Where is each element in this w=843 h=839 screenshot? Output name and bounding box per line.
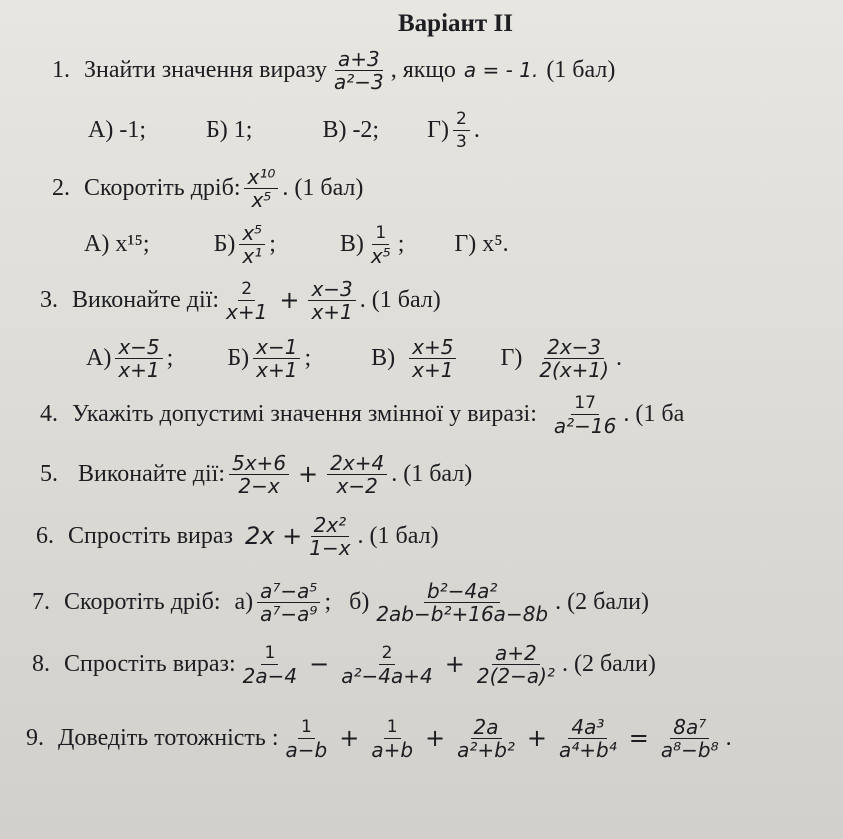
task-5 — [40, 444, 472, 504]
task-text: Спростіть вираз — [68, 522, 233, 549]
points: (1 бал) — [546, 56, 616, 83]
task-4 — [40, 384, 684, 444]
denominator: a⁷−a⁹ — [260, 601, 318, 626]
fraction — [327, 450, 387, 498]
points: . (1 ба — [623, 400, 685, 427]
denominator: x+1 — [118, 357, 160, 382]
task-number: 4. — [40, 400, 58, 427]
answer-d: Г) x⁵. — [454, 230, 509, 257]
numerator: 2 — [379, 643, 396, 665]
numerator: 2a — [471, 717, 502, 739]
denominator: x+1 — [311, 299, 353, 324]
fraction — [244, 164, 278, 212]
points: . (1 бал) — [357, 522, 439, 549]
task-1 — [52, 40, 615, 100]
numerator: 1 — [298, 717, 315, 739]
denominator: 2(x+1) — [539, 357, 609, 382]
fraction — [240, 643, 300, 686]
answer-tail: ; — [397, 230, 405, 257]
denominator: x+1 — [226, 299, 268, 324]
points: . (2 бали) — [555, 588, 650, 615]
part-a-label: а) — [234, 588, 254, 615]
denominator: x+1 — [412, 357, 454, 382]
denominator: 2ab−b²+16a−8b — [376, 601, 549, 626]
fraction — [283, 717, 331, 760]
task-8 — [32, 634, 656, 694]
fraction — [368, 223, 394, 266]
denominator: x⁵ — [370, 243, 391, 268]
plus-operator: + — [526, 724, 548, 752]
numerator: a⁷−a⁵ — [257, 581, 320, 603]
denominator: 2a−4 — [242, 663, 298, 688]
points: . (1 бал) — [391, 460, 473, 487]
answer-c: В) — [371, 344, 396, 371]
numerator: x⁵ — [239, 223, 265, 245]
task-text: Знайти значення виразу — [84, 56, 327, 83]
numerator: 2x+4 — [327, 453, 387, 475]
numerator: 8a⁷ — [670, 717, 709, 739]
numerator: b²−4a² — [424, 581, 500, 603]
fraction — [536, 334, 612, 382]
denominator: a⁴+b⁴ — [559, 737, 617, 762]
answer-tail: ; — [324, 588, 332, 615]
numerator: 2 — [453, 109, 470, 131]
answer-tail: ; — [166, 344, 174, 371]
numerator: 2x−3 — [544, 337, 604, 359]
numerator: x−1 — [253, 337, 300, 359]
numerator: 5x+6 — [229, 453, 289, 475]
task-text: Скоротіть дріб: — [84, 174, 241, 201]
minus-operator: − — [309, 650, 330, 678]
numerator: a+3 — [335, 49, 383, 71]
task-number: 3. — [40, 286, 58, 313]
fraction — [229, 450, 289, 498]
task-text: Виконайте дії: — [72, 286, 219, 313]
numerator: x−5 — [115, 337, 162, 359]
fraction — [373, 578, 551, 626]
answer-tail: . — [725, 724, 732, 751]
denominator: a⁸−b⁸ — [660, 737, 719, 762]
fraction — [306, 512, 353, 560]
fraction — [338, 643, 436, 686]
fraction — [115, 334, 162, 382]
numerator: 4a³ — [568, 717, 607, 739]
fraction — [331, 46, 387, 94]
denominator: 2(2−a)² — [476, 663, 555, 688]
fraction — [556, 714, 620, 762]
expression: 2x + — [245, 522, 303, 550]
fraction — [253, 334, 300, 382]
task-2 — [52, 158, 363, 218]
numerator: 1 — [372, 223, 389, 245]
task-number: 9. — [26, 724, 44, 751]
task-tail: , якщо — [390, 56, 456, 83]
task-number: 5. — [40, 460, 58, 487]
answer-c: В) -2; — [322, 116, 380, 143]
equals-operator: = — [628, 724, 649, 752]
fraction — [658, 714, 722, 762]
task-1-answers — [88, 100, 480, 160]
fraction — [474, 640, 558, 688]
plus-operator: + — [279, 286, 300, 314]
task-text: Доведіть тотожність : — [58, 724, 279, 751]
fraction — [454, 714, 518, 762]
numerator: 1 — [384, 717, 401, 739]
numerator: 1 — [261, 643, 278, 665]
fraction — [409, 334, 456, 382]
points: . (2 бали) — [561, 650, 656, 677]
answer-d: Г) — [500, 344, 523, 371]
fraction — [453, 109, 470, 152]
denominator: x−2 — [336, 473, 378, 498]
task-3 — [40, 270, 441, 330]
fraction — [223, 279, 270, 322]
answer-tail: . — [473, 116, 480, 143]
fraction — [257, 578, 320, 626]
task-2-answers — [84, 214, 509, 274]
denominator: x¹ — [242, 243, 263, 268]
numerator: x¹⁰ — [244, 167, 278, 189]
answer-a: А) -1; — [88, 116, 146, 143]
task-3-answers — [86, 328, 622, 388]
fraction — [551, 393, 619, 436]
denominator: a²+b² — [457, 737, 515, 762]
answer-b: Б) — [227, 344, 250, 371]
task-number: 2. — [52, 174, 70, 201]
task-number: 8. — [32, 650, 50, 677]
answer-tail: . — [615, 344, 622, 371]
plus-operator: + — [425, 724, 446, 752]
task-text: Укажіть допустимі значення змінної у виразі: — [72, 400, 537, 427]
numerator: x+5 — [409, 337, 456, 359]
denominator: 3 — [455, 131, 467, 152]
task-text: Виконайте дії: — [78, 460, 225, 487]
plus-operator: + — [444, 650, 465, 678]
numerator: 2x² — [311, 515, 350, 537]
condition: a = - 1. — [463, 58, 539, 82]
denominator: a+b — [371, 737, 414, 762]
answer-tail: ; — [269, 230, 276, 257]
task-number: 7. — [32, 588, 50, 615]
plus-operator: + — [298, 460, 319, 488]
denominator: 1−x — [309, 535, 351, 560]
fraction — [239, 220, 265, 268]
task-number: 1. — [52, 56, 70, 83]
answer-a: А) x¹⁵; — [84, 230, 150, 257]
answer-c: В) — [339, 230, 364, 257]
answer-tail: ; — [304, 344, 312, 371]
denominator: a²−16 — [553, 413, 617, 438]
answer-a: А) — [86, 344, 112, 371]
numerator: 17 — [571, 393, 599, 415]
denominator: a²−3 — [333, 69, 384, 94]
task-9 — [26, 708, 732, 768]
denominator: x+1 — [256, 357, 298, 382]
task-text: Скоротіть дріб: — [64, 588, 221, 615]
task-text: Спростіть вираз: — [64, 650, 236, 677]
task-7 — [32, 572, 649, 632]
variant-title: Варіант II — [398, 10, 513, 37]
denominator: 2−x — [238, 473, 280, 498]
numerator: 2 — [238, 279, 255, 301]
denominator: a²−4a+4 — [341, 663, 433, 688]
fraction — [308, 276, 355, 324]
points: . (1 бал) — [282, 174, 364, 201]
answer-b: Б) 1; — [205, 116, 253, 143]
points: . (1 бал) — [359, 286, 441, 313]
fraction — [368, 717, 416, 760]
answer-b: Б) — [213, 230, 236, 257]
denominator: a−b — [285, 737, 328, 762]
task-6 — [36, 506, 439, 566]
numerator: a+2 — [492, 643, 540, 665]
plus-operator: + — [339, 724, 360, 752]
part-b-label: б) — [349, 588, 370, 615]
task-number: 6. — [36, 522, 54, 549]
numerator: x−3 — [308, 279, 355, 301]
answer-d: Г) — [427, 116, 449, 143]
denominator: x⁵ — [251, 187, 272, 212]
